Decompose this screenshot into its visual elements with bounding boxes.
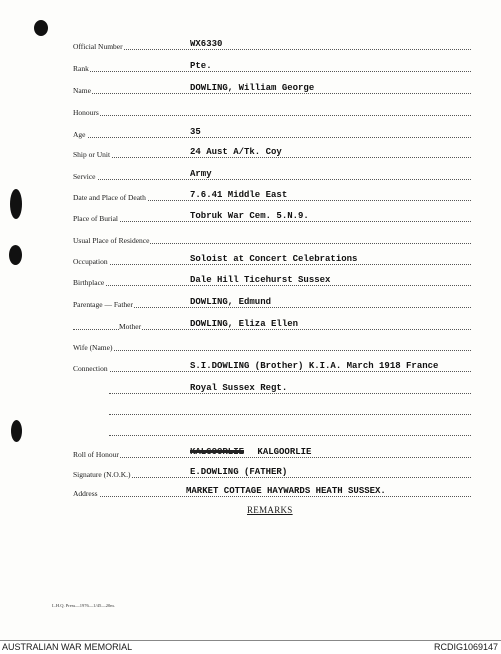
punch-hole-middle	[9, 245, 22, 265]
field-value-roll	[190, 447, 311, 457]
field-label: Service	[73, 172, 96, 181]
field-label: Name	[73, 86, 91, 95]
field-label: Age	[73, 130, 86, 139]
field-signature-nok	[73, 465, 471, 479]
field-label: Mother	[119, 322, 142, 331]
dotted-line	[73, 115, 471, 116]
footer-source: AUSTRALIAN WAR MEMORIAL	[2, 642, 133, 652]
punch-hole-upper	[10, 189, 22, 219]
field-connection-cont-1	[73, 381, 471, 395]
field-label: Address	[73, 489, 98, 498]
field-label: Place of Burial	[73, 214, 118, 223]
field-label: Honours	[73, 108, 99, 117]
archive-footer	[0, 641, 501, 654]
field-connection-cont-2	[73, 402, 471, 416]
field-honours	[73, 103, 471, 117]
field-label: Usual Place of Residence	[73, 236, 150, 245]
field-label: Date and Place of Death	[73, 193, 146, 202]
field-label: Official Number	[73, 42, 123, 51]
field-label: Connection	[73, 364, 108, 373]
field-birthplace	[73, 273, 471, 287]
punch-hole-lower	[11, 420, 22, 442]
field-value: DOWLING, Edmund	[190, 297, 272, 307]
dotted-line	[109, 414, 471, 415]
field-value: Pte.	[190, 61, 212, 71]
dotted-line	[109, 435, 471, 436]
field-address	[73, 484, 471, 498]
field-connection	[73, 359, 471, 373]
field-label: Wife (Name)	[73, 343, 113, 352]
dotted-line	[73, 285, 471, 286]
field-rank	[73, 59, 471, 73]
field-label: Roll of Honour	[73, 450, 119, 459]
field-label: Ship or Unit	[73, 150, 111, 159]
dotted-line	[73, 371, 471, 372]
dotted-line	[73, 179, 471, 180]
field-value: 7.6.41 Middle East	[190, 190, 288, 200]
dotted-line	[73, 71, 471, 72]
field-service	[73, 167, 471, 181]
dotted-line	[73, 137, 471, 138]
field-value: Army	[190, 169, 212, 179]
dotted-line	[73, 477, 471, 478]
field-value: Dale Hill Ticehurst Sussex	[190, 275, 331, 285]
remarks-heading: REMARKS	[247, 505, 293, 515]
field-date-place-death	[73, 188, 471, 202]
dotted-line	[73, 264, 471, 265]
dotted-line	[73, 496, 471, 497]
punch-hole-top	[34, 20, 48, 36]
dotted-line	[73, 93, 471, 94]
field-father	[73, 295, 471, 309]
field-value: 24 Aust A/Tk. Coy	[190, 147, 282, 157]
printer-imprint: L.H.Q. Press—1976—1/45—20m.	[52, 603, 115, 608]
field-connection-cont-3	[73, 423, 471, 437]
field-value: DOWLING, William George	[190, 83, 315, 93]
field-value: E.DOWLING (FATHER)	[190, 467, 288, 477]
field-value: S.I.DOWLING (Brother) K.I.A. March 1918 France	[190, 361, 439, 371]
field-label: Parentage — Father	[73, 300, 133, 309]
field-mother	[73, 317, 471, 331]
dotted-line	[73, 350, 471, 351]
dotted-line	[109, 393, 471, 394]
field-official-number	[73, 37, 471, 51]
field-occupation	[73, 252, 471, 266]
dotted-line	[73, 157, 471, 158]
field-wife	[73, 338, 471, 352]
field-value: 35	[190, 127, 201, 137]
roll-entry: KALGOORLIE	[257, 447, 312, 457]
field-value: Soloist at Concert Celebrations	[190, 254, 358, 264]
field-value: DOWLING, Eliza Ellen	[190, 319, 299, 329]
dotted-line	[73, 49, 471, 50]
field-value: WX6330	[190, 39, 223, 49]
field-ship-or-unit	[73, 145, 471, 159]
footer-id: RCDIG1069147	[433, 642, 498, 652]
struck-out-entry: KALGOORLIE	[190, 447, 245, 457]
dotted-line	[73, 221, 471, 222]
field-label: Rank	[73, 64, 89, 73]
field-label: Signature (N.O.K.)	[73, 470, 131, 479]
field-age	[73, 125, 471, 139]
field-usual-residence	[73, 231, 471, 245]
dotted-line	[73, 457, 471, 458]
field-value: MARKET COTTAGE HAYWARDS HEATH SUSSEX.	[186, 486, 386, 496]
field-label: Occupation	[73, 257, 108, 266]
field-value: Tobruk War Cem. 5.N.9.	[190, 211, 309, 221]
field-place-of-burial	[73, 209, 471, 223]
field-name	[73, 81, 471, 95]
field-roll-of-honour	[73, 445, 471, 459]
field-value: Royal Sussex Regt.	[190, 383, 288, 393]
field-label: Birthplace	[73, 278, 105, 287]
